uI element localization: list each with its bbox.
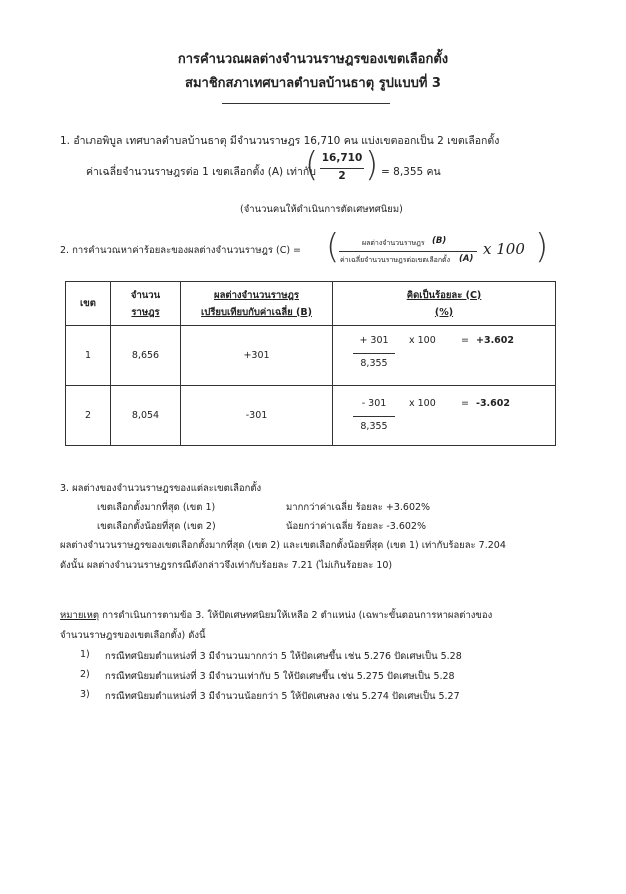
section2-open-paren: ( (326, 227, 340, 267)
remarks-item-1-text: กรณีทศนิยมตำแหน่งที่ 3 มีจำนวนมากกว่า 5 ให้ปัดเศษขึ้น เช่น 5.276 ปัดเศษเป็น 5.28 (105, 651, 462, 662)
section1-line2: ค่าเฉลี่ยจำนวนราษฎรต่อ 1 เขตเลือกตั้ง (A) เท่ากับ (86, 166, 316, 178)
row2-equals: = (461, 398, 469, 409)
table-row (66, 326, 556, 386)
header-percent-line1: คิดเป็นร้อยละ (C) (406, 289, 482, 301)
table-header-row (66, 282, 556, 326)
header-difference-line2: เปรียบเทียบกับค่าเฉลี่ย (B) (201, 306, 312, 318)
row2-zone: 2 (66, 386, 111, 446)
close-paren: ) (365, 145, 379, 185)
section2-close-paren: ) (535, 227, 549, 267)
row1-times: x 100 (409, 335, 436, 346)
remarks-line2: จำนวนราษฎรของเขตเลือกตั้ง) ดังนี้ (60, 630, 206, 641)
row1-difference: +301 (181, 326, 333, 386)
header-population-line1: จำนวน (130, 289, 161, 301)
row2-frac-num: - 301 (361, 398, 387, 409)
section3-line4: ดังนั้น ผลต่างจำนวนราษฎรกรณีดังกล่าวจึงเท่ากับร้อยละ 7.21 (ไม่เกินร้อยละ 10) (60, 560, 393, 571)
row1-frac-den: 8,355 (360, 358, 388, 369)
section3-row1-label: เขตเลือกตั้งมากที่สุด (เขต 1) (97, 502, 216, 513)
row2-times: x 100 (409, 398, 436, 409)
remarks-item-2-number: 2) (80, 669, 90, 680)
section2-frac-num-var: (B) (432, 236, 447, 246)
section3-line3: ผลต่างจำนวนราษฎรของเขตเลือกตั้งมากที่สุด (เขต 2) และเขตเลือกตั้งน้อยที่สุด (เขต 1) เท่ากับร้อยละ 7.204 (60, 540, 506, 551)
header-zone-label: เขต (80, 298, 96, 309)
section1-note: (จำนวนคนให้ดำเนินการตัดเศษทศนิยม) (240, 204, 403, 215)
section2-frac-den-var: (A) (459, 254, 474, 264)
row1-zone: 1 (66, 326, 111, 386)
remarks-line1 (60, 608, 492, 623)
remarks-item-2-text: กรณีทศนิยมตำแหน่งที่ 3 มีจำนวนเท่ากับ 5 ให้ปัดเศษขึ้น เช่น 5.275 ปัดเศษเป็น 5.28 (105, 671, 455, 682)
row1-frac-num: + 301 (359, 335, 389, 346)
remarks-line1-text: การดำเนินการตามข้อ 3. ให้ปัดเศษทศนิยมให้เหลือ 2 ตำแหน่ง (เฉพาะขั้นตอนการหาผลต่างของ (99, 610, 493, 621)
header-difference-line1: ผลต่างจำนวนราษฎร (214, 289, 299, 301)
title-underline (222, 103, 390, 104)
row2-population: 8,054 (111, 386, 181, 446)
header-percent-line2: (%) (434, 306, 454, 318)
section2-label: 2. การคำนวณหาค่าร้อยละของผลต่างจำนวนราษฎร (C) = (60, 245, 302, 256)
row1-result: +3.602 (476, 335, 515, 346)
row1-population: 8,656 (111, 326, 181, 386)
row2-percent-cell (333, 386, 556, 446)
section1-line1: 1. อำเภอพิบูล เทศบาลตำบลบ้านธาตุ มีจำนวนราษฎร 16,710 คน แบ่งเขตออกเป็น 2 เขตเลือกตั้ง (60, 135, 500, 147)
remarks-item-3-number: 3) (80, 689, 90, 700)
header-difference (181, 282, 333, 326)
remarks-item-3-text: กรณีทศนิยมตำแหน่งที่ 3 มีจำนวนน้อยกว่า 5 ให้ปัดเศษลง เช่น 5.274 ปัดเศษเป็น 5.27 (105, 691, 460, 702)
header-zone (66, 282, 111, 326)
remarks-label: หมายเหตุ (60, 610, 100, 621)
header-population-line2: ราษฎร (131, 306, 160, 318)
section1-frac-num: 16,710 (321, 152, 363, 164)
table-row (66, 386, 556, 446)
row2-frac-bar (353, 416, 395, 417)
document-title-line2: สมาชิกสภาเทศบาลตำบลบ้านธาตุ รูปแบบที่ 3 (185, 76, 441, 91)
section3-row2-value: น้อยกว่าค่าเฉลี่ย ร้อยละ -3.602% (286, 521, 426, 532)
header-population (111, 282, 181, 326)
document-title-line1: การคำนวณผลต่างจำนวนราษฎรของเขตเลือกตั้ง (177, 52, 449, 67)
row1-frac-bar (353, 353, 395, 354)
section2-multiplier: x 100 (483, 240, 525, 258)
section3-heading: 3. ผลต่างของจำนวนราษฎรของแต่ละเขตเลือกตั้ง (60, 483, 262, 494)
row1-percent-cell (333, 326, 556, 386)
header-percent (333, 282, 556, 326)
section3-row2-label: เขตเลือกตั้งน้อยที่สุด (เขต 2) (97, 521, 216, 532)
row2-result: -3.602 (476, 398, 510, 409)
section2-frac-num: ผลต่างจำนวนราษฎร (362, 239, 425, 247)
zone-table (65, 281, 556, 446)
section2-frac-den: ค่าเฉลี่ยจำนวนราษฎรต่อเขตเลือกตั้ง (340, 256, 451, 264)
section1-frac-den: 2 (338, 170, 346, 182)
row1-equals: = (461, 335, 469, 346)
section2-frac-bar (339, 251, 477, 252)
section1-frac-bar (320, 168, 364, 169)
section3-row1-value: มากกว่าค่าเฉลี่ย ร้อยละ +3.602% (286, 502, 431, 513)
section1-result: = 8,355 คน (381, 166, 441, 178)
row2-frac-den: 8,355 (360, 421, 388, 432)
remarks-item-1-number: 1) (80, 649, 90, 660)
row2-difference: -301 (181, 386, 333, 446)
open-paren: ( (305, 145, 319, 185)
